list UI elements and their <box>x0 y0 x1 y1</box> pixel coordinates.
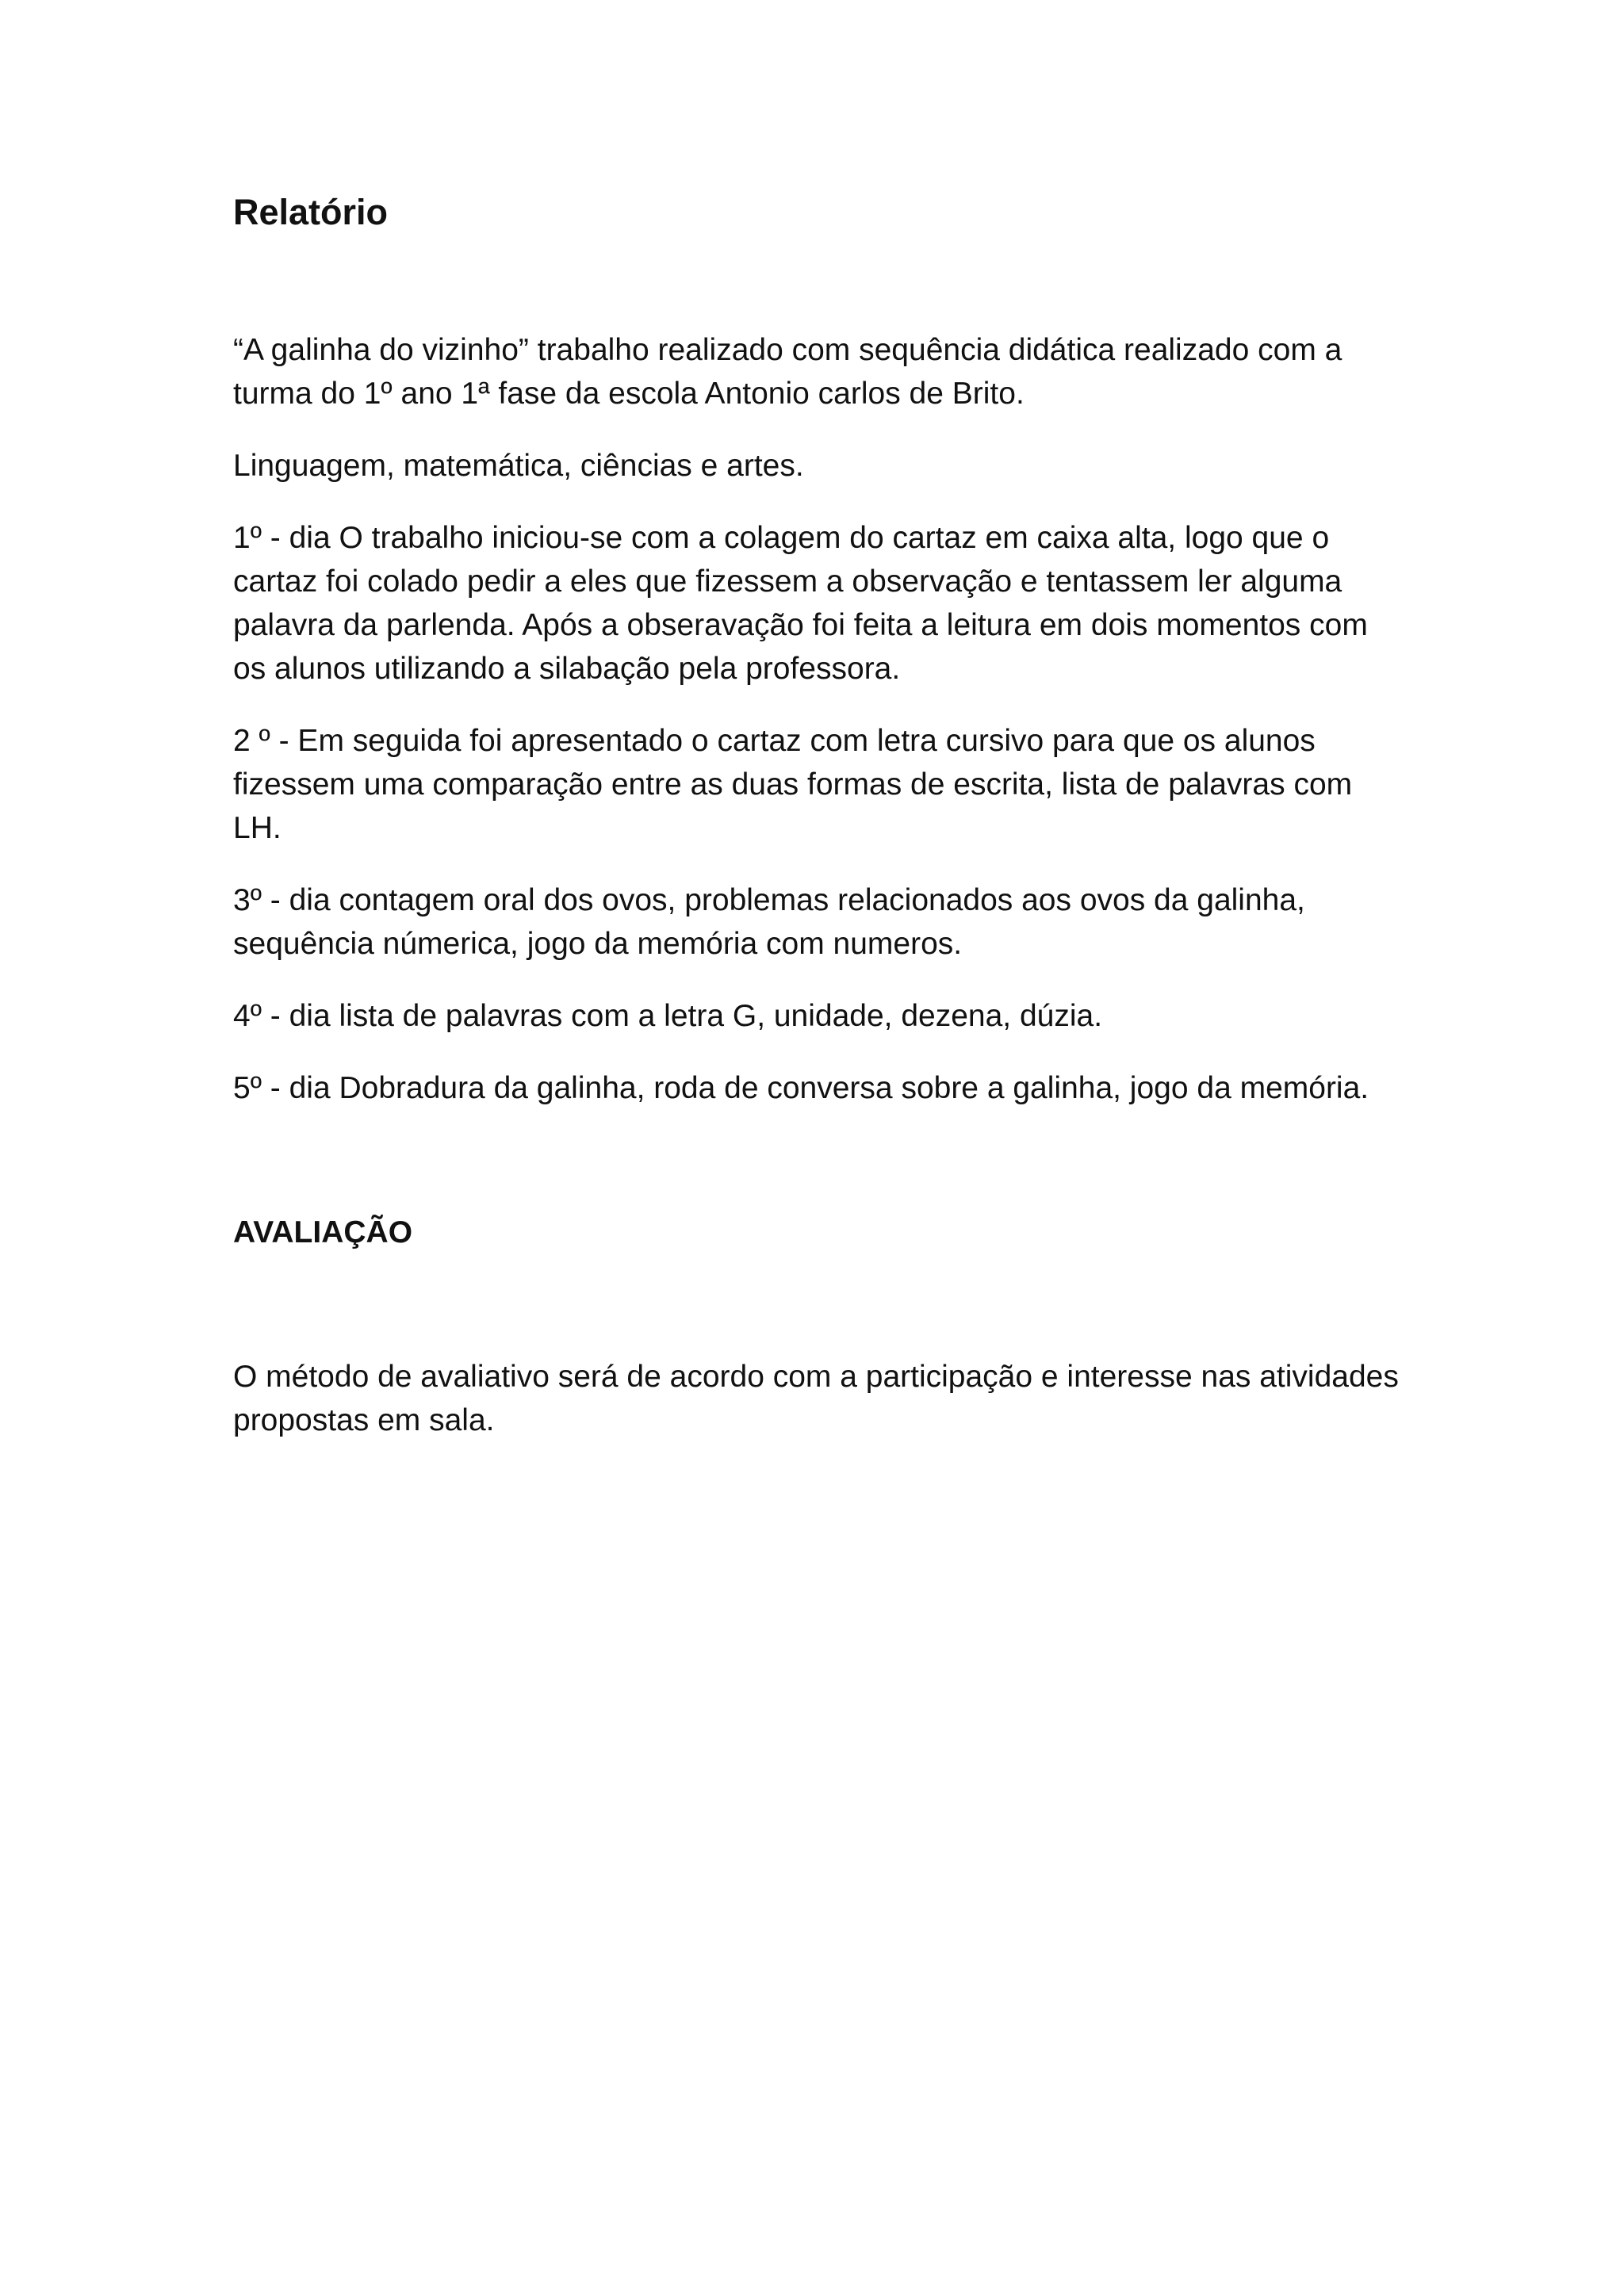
day-2-paragraph: 2 º - Em seguida foi apresentado o cartaz com letra cursivo para que os alunos fizessem uma comparação entre as duas formas de escrita, lista de palavras com LH. <box>233 724 1353 845</box>
document-title: Relatório <box>233 192 389 232</box>
evaluation-heading: AVALIAÇÃO <box>233 1215 413 1249</box>
areas-paragraph: Linguagem, matemática, ciências e artes. <box>233 449 804 483</box>
intro-paragraph: “A galinha do vizinho” trabalho realizado com sequência didática realizado com a turma do 1º ano 1ª fase da escola Antonio carlos de Brito. <box>233 333 1342 411</box>
day-3-paragraph: 3º - dia contagem oral dos ovos, problemas relacionados aos ovos da galinha, sequência númerica, jogo da memória com numeros. <box>233 883 1305 961</box>
day-1-paragraph: 1º - dia O trabalho iniciou-se com a colagem do cartaz em caixa alta, logo que o cartaz foi colado pedir a eles que fizessem a observação e tentassem ler alguma palavra da parlenda. Após a obseravação foi feita a leitura em dois momentos com os alunos utilizando a silabação pela professora. <box>233 521 1368 686</box>
day-4-paragraph: 4º - dia lista de palavras com a letra G, unidade, dezena, dúzia. <box>233 999 1103 1033</box>
evaluation-paragraph: O método de avaliativo será de acordo com a participação e interesse nas atividades propostas em sala. <box>233 1360 1399 1437</box>
day-5-paragraph: 5º - dia Dobradura da galinha, roda de conversa sobre a galinha, jogo da memória. <box>233 1071 1369 1105</box>
document-content <box>233 190 1399 1442</box>
